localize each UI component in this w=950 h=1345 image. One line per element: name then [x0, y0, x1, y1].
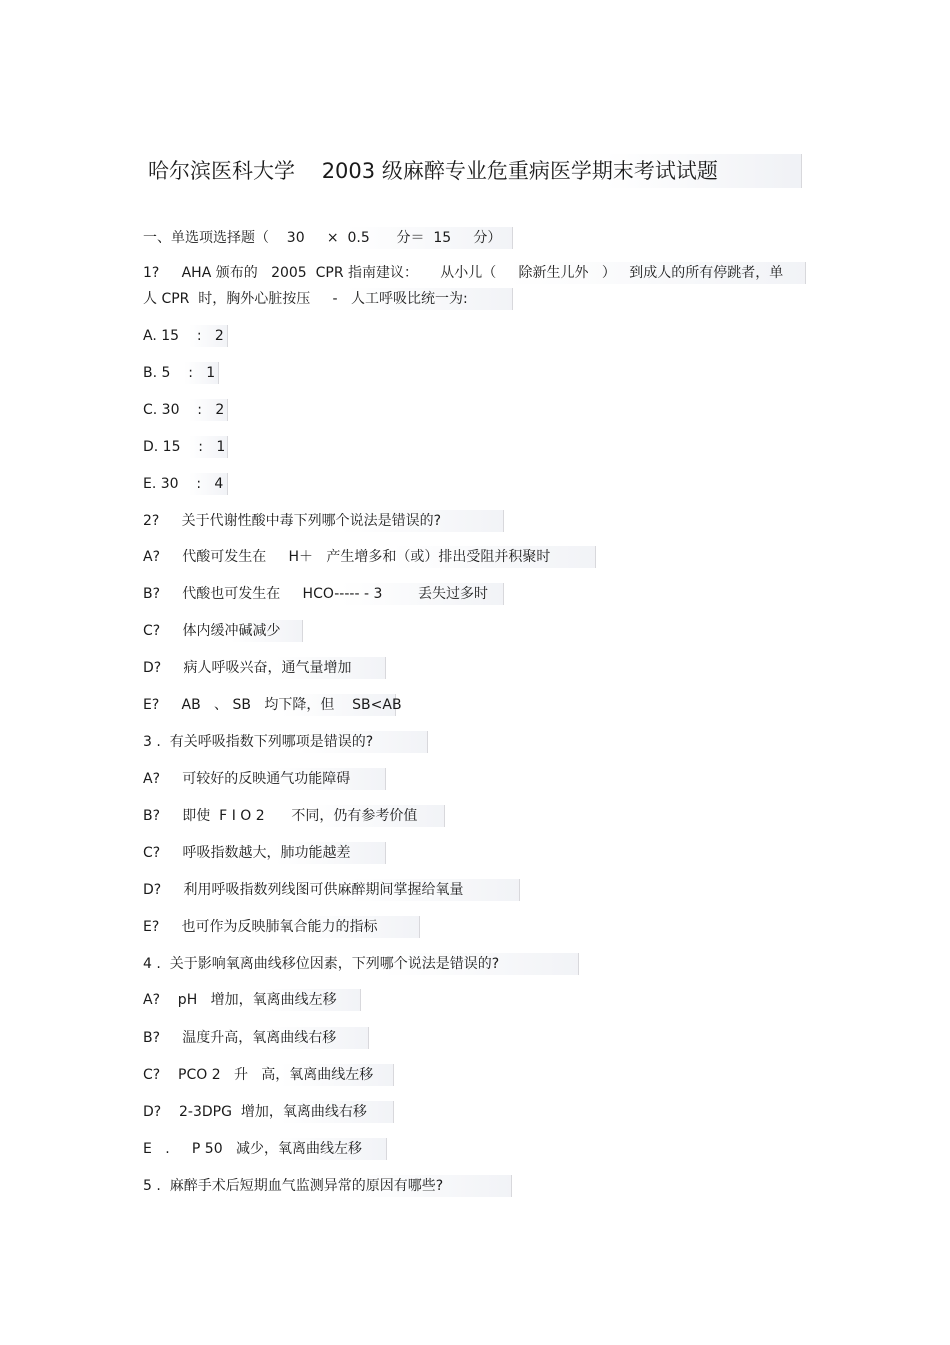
question-2-stem: 2? 关于代谢性酸中毒下列哪个说法是错误的? [143, 510, 504, 532]
question-2-option-c: C? 体内缓冲碱减少 [143, 620, 303, 642]
question-1-line-2: 人 CPR 时，胸外心脏按压 - 人工呼吸比统一为: [143, 288, 513, 310]
question-4-option-e: E . P 50 减少，氧离曲线左移 [143, 1138, 387, 1160]
question-3-option-b: B? 即使 F I O 2 不同，仍有参考价值 [143, 805, 445, 827]
question-1-line-1: 1? AHA 颁布的 2005 CPR 指南建议： 从小儿（ 除新生儿外 ） 到成人的所有停跳者，单 [143, 262, 806, 284]
question-3-option-d: D? 利用呼吸指数列线图可供麻醉期间掌握给氧量 [143, 879, 520, 901]
page-title: 哈尔滨医科大学 2003 级麻醉专业危重病医学期末考试试题 [148, 154, 802, 188]
question-3-option-e: E? 也可作为反映肺氧合能力的指标 [143, 916, 420, 938]
question-4-option-a: A? pH 增加，氧离曲线左移 [143, 989, 361, 1011]
question-4-stem: 4 . 关于影响氧离曲线移位因素，下列哪个说法是错误的? [143, 953, 579, 975]
question-1-option-c: C. 30 : 2 [143, 399, 228, 421]
question-2-option-b: B? 代酸也可发生在 HCO----- - 3 丢失过多时 [143, 583, 504, 605]
question-2-option-a: A? 代酸可发生在 H＋ 产生增多和（或）排出受阻并积聚时 [143, 546, 596, 568]
question-3-option-c: C? 呼吸指数越大，肺功能越差 [143, 842, 386, 864]
question-2-option-d: D? 病人呼吸兴奋，通气量增加 [143, 657, 386, 679]
section-heading: 一、单选项选择题（ 30 × 0.5 分＝ 15 分） [143, 227, 513, 249]
question-2-option-e: E? AB 、 SB 均下降，但 SB<AB [143, 694, 396, 716]
question-1-option-b: B. 5 : 1 [143, 362, 219, 384]
question-4-option-c: C? PCO 2 升 高，氧离曲线左移 [143, 1064, 394, 1086]
question-4-option-d: D? 2-3DPG 增加，氧离曲线右移 [143, 1101, 394, 1123]
question-3-option-a: A? 可较好的反映通气功能障碍 [143, 768, 386, 790]
question-5-stem: 5 . 麻醉手术后短期血气监测异常的原因有哪些? [143, 1175, 512, 1197]
question-1-option-a: A. 15 : 2 [143, 325, 228, 347]
question-1-option-d: D. 15 : 1 [143, 436, 228, 458]
question-3-stem: 3 . 有关呼吸指数下列哪项是错误的? [143, 731, 428, 753]
question-4-option-b: B? 温度升高，氧离曲线右移 [143, 1027, 369, 1049]
question-1-option-e: E. 30 : 4 [143, 473, 228, 495]
